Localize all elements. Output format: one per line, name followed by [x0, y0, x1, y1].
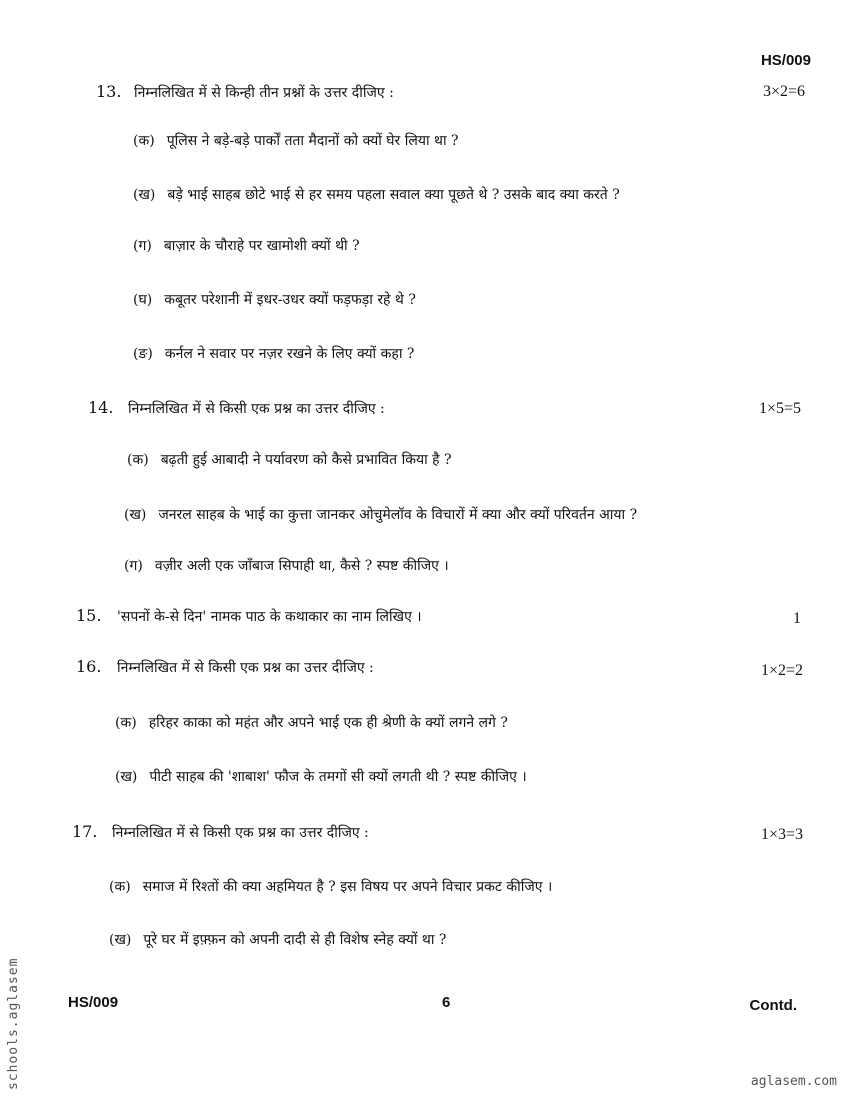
question-14-marks: 1×5=5 — [758, 400, 801, 417]
option-text: पूलिस ने बड़े-बड़े पार्कों तता मैदानों को क्यों घेर लिया था ? — [166, 133, 459, 149]
q16-option-ka — [115, 713, 508, 732]
option-text: हरिहर काका को महंत और अपने भाई एक ही श्रेणी के क्यों लगने लगे ? — [148, 715, 508, 731]
q13-option-nga — [133, 344, 414, 363]
option-label: (घ) — [133, 292, 153, 308]
continued-label: Contd. — [749, 997, 797, 1014]
option-label: (ख) — [109, 932, 132, 948]
option-label: (ख) — [115, 769, 138, 785]
question-14-text: निम्नलिखित में से किसी एक प्रश्न का उत्तर दीजिए : — [128, 401, 385, 417]
q13-option-ka — [133, 131, 459, 150]
option-text: कबूतर परेशानी में इधर-उधर क्यों फड़फड़ा रहे थे ? — [164, 292, 416, 308]
question-15-marks: 1 — [793, 610, 801, 627]
question-14-number: 14. — [88, 398, 114, 417]
q17-option-kha — [109, 930, 446, 949]
question-13-number: 13. — [96, 82, 122, 101]
option-label: (ग) — [124, 558, 143, 574]
option-text: पीटी साहब की 'शाबाश' फौज के तमगों सी क्यों लगती थी ? स्पष्ट कीजिए । — [149, 769, 527, 785]
option-text: बड़े भाई साहब छोटे भाई से हर समय पहला सवाल क्या पूछते थे ? उसके बाद क्या करते ? — [167, 187, 620, 203]
bottom-watermark: aglasem.com — [750, 1074, 837, 1089]
question-13-text: निम्नलिखित में से किन्ही तीन प्रश्नों के उत्तर दीजिए : — [134, 85, 394, 101]
paper-code-header: HS/009 — [760, 52, 811, 69]
option-text: समाज में रिश्तों की क्या अहमियत है ? इस विषय पर अपने विचार प्रकट कीजिए । — [142, 879, 553, 895]
question-13-marks: 3×2=6 — [762, 83, 805, 100]
option-text: पूरे घर में इफ़्फ़न को अपनी दादी से ही विशेष स्नेह क्यों था ? — [143, 932, 447, 948]
question-16-text: निम्नलिखित में से किसी एक प्रश्न का उत्तर दीजिए : — [117, 660, 374, 676]
q13-option-kha — [133, 185, 620, 204]
q13-option-ga — [133, 236, 360, 255]
option-label: (क) — [127, 452, 149, 468]
question-15-text: 'सपनों के-से दिन' नामक पाठ के कथाकार का नाम लिखिए । — [117, 609, 422, 625]
question-17-number: 17. — [72, 822, 98, 841]
option-label: (ग) — [133, 238, 152, 254]
option-label: (क) — [133, 133, 155, 149]
side-watermark: schools.aglasem — [6, 957, 21, 1090]
question-16-number: 16. — [76, 657, 102, 676]
q14-option-kha — [124, 505, 637, 524]
q13-option-gha — [133, 290, 416, 309]
question-16-marks: 1×2=2 — [760, 662, 803, 679]
question-15-number: 15. — [76, 606, 102, 625]
q14-option-ga — [124, 556, 449, 575]
option-label: (ख) — [133, 187, 156, 203]
option-text: वज़ीर अली एक जाँबाज सिपाही था, कैसे ? स्पष्ट कीजिए । — [154, 558, 449, 574]
option-text: बाज़ार के चौराहे पर खामोशी क्यों थी ? — [163, 238, 360, 254]
q17-option-ka — [109, 877, 552, 896]
question-17-text: निम्नलिखित में से किसी एक प्रश्न का उत्तर दीजिए : — [112, 825, 369, 841]
option-text: कर्नल ने सवार पर नज़र रखने के लिए क्यों कहा ? — [164, 346, 415, 362]
option-label: (ख) — [124, 507, 147, 523]
q16-option-kha — [115, 767, 527, 786]
option-text: जनरल साहब के भाई का कुत्ता जानकर ओचुमेलॉव के विचारों में क्या और क्यों परिवर्तन आया ? — [158, 507, 638, 523]
paper-code-footer: HS/009 — [68, 994, 119, 1011]
page-number: 6 — [442, 994, 451, 1011]
option-label: (क) — [109, 879, 131, 895]
option-label: (ङ) — [133, 346, 153, 362]
option-label: (क) — [115, 715, 137, 731]
q14-option-ka — [127, 450, 452, 469]
question-17-marks: 1×3=3 — [760, 826, 803, 843]
option-text: बढ़ती हुई आबादी ने पर्यावरण को कैसे प्रभावित किया है ? — [160, 452, 452, 468]
